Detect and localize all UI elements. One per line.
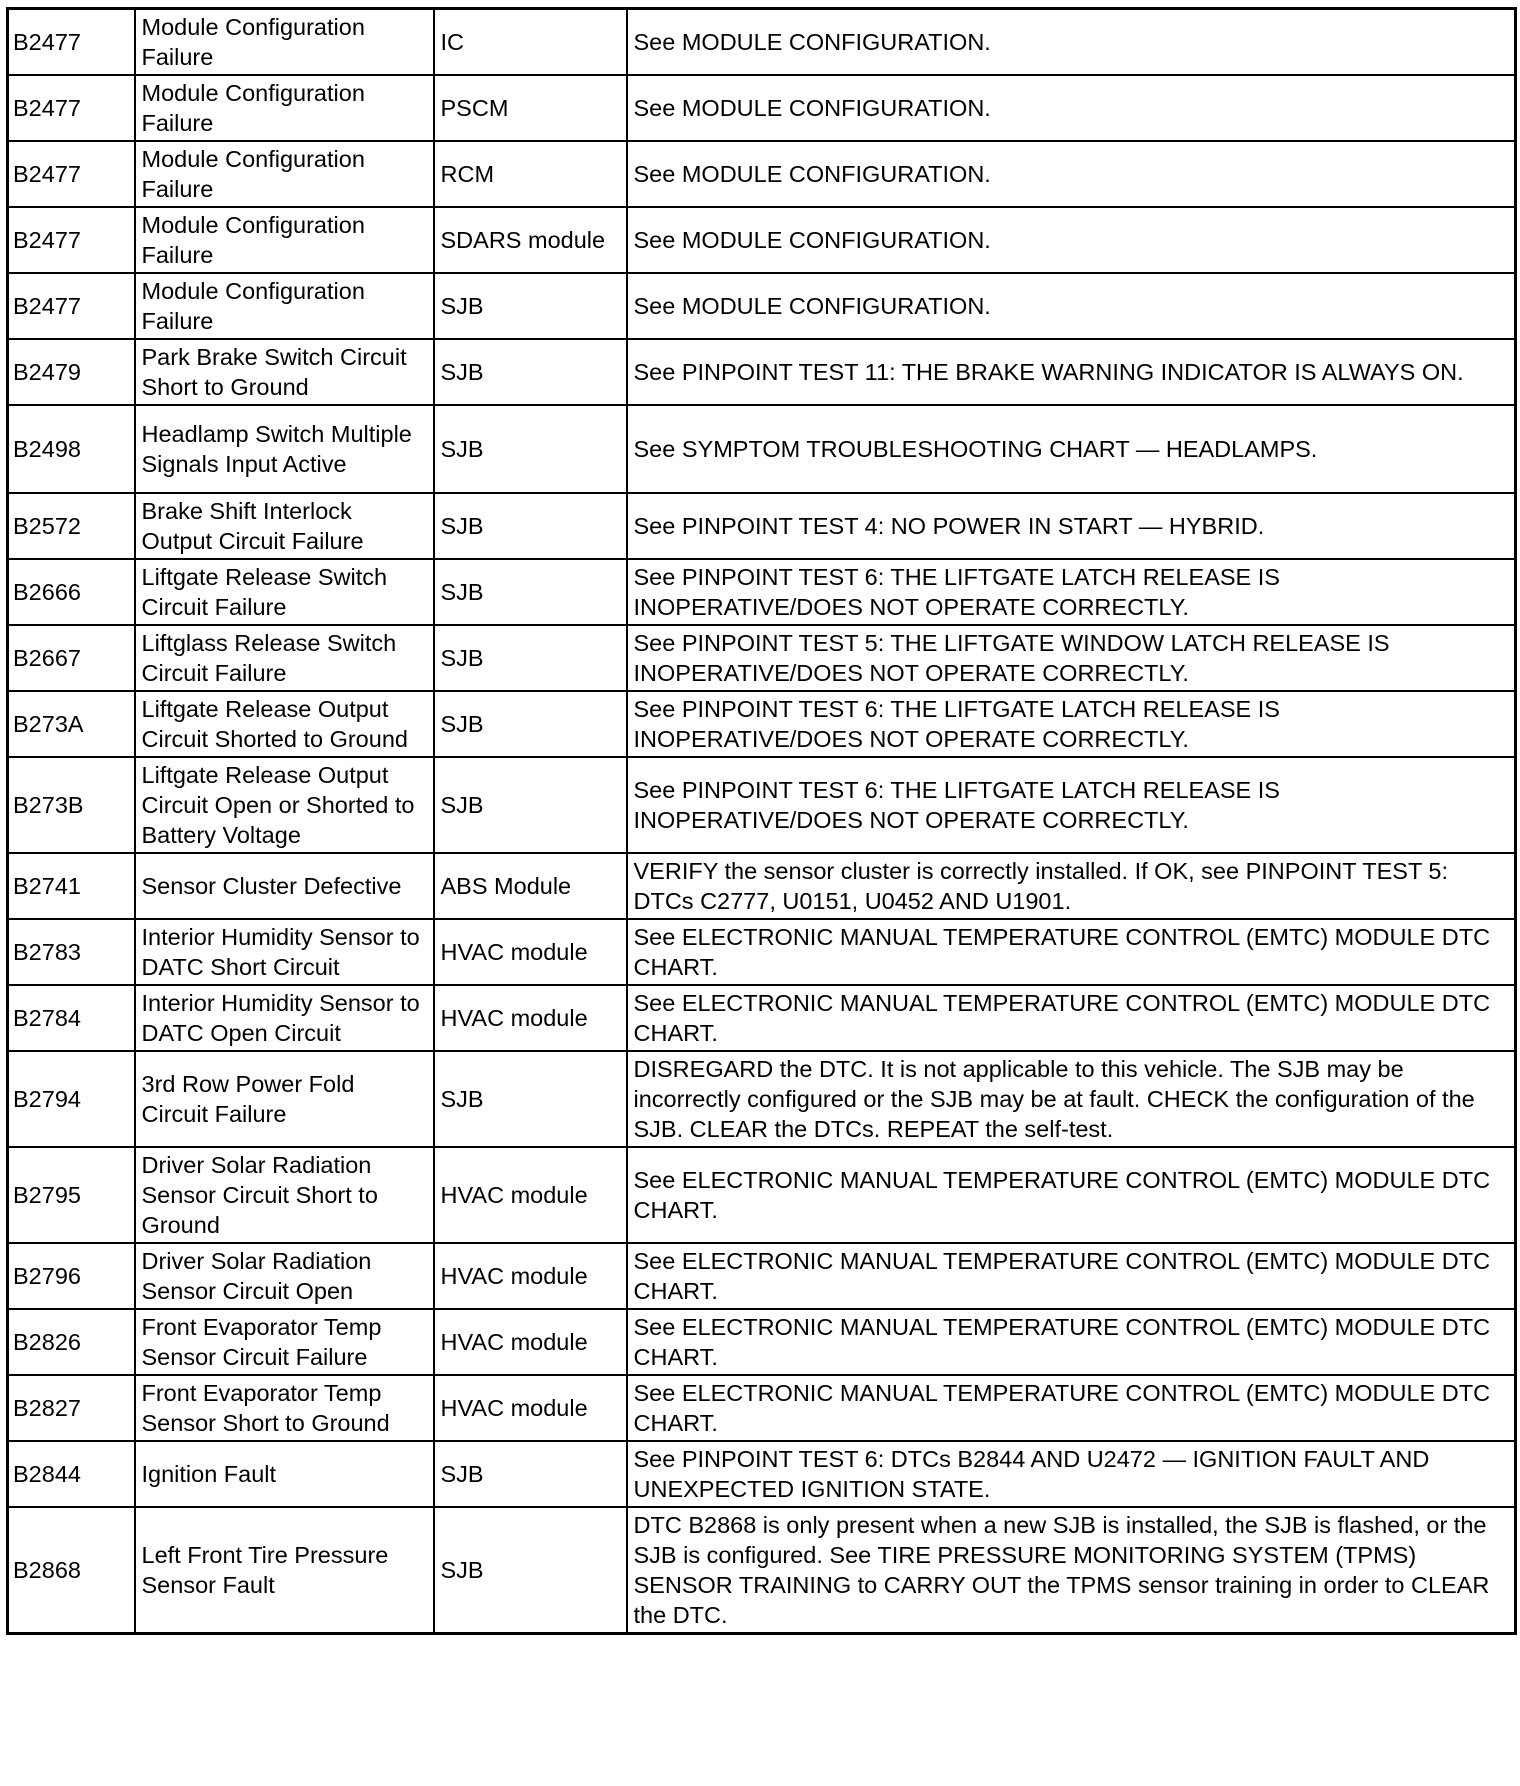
action-cell: See MODULE CONFIGURATION. [627,75,1516,141]
dtc-code-cell: B2796 [8,1243,135,1309]
dtc-description-cell: Liftgate Release Output Circuit Shorted to Ground [135,691,434,757]
dtc-code-cell: B2477 [8,273,135,339]
table-row [8,273,1516,339]
module-cell: SJB [434,339,627,405]
dtc-code-cell: B2666 [8,559,135,625]
table-row [8,75,1516,141]
dtc-table-page [6,7,1514,1635]
dtc-description-cell: Sensor Cluster Defective [135,853,434,919]
module-cell: SJB [434,691,627,757]
table-row [8,1507,1516,1634]
action-cell: DTC B2868 is only present when a new SJB is installed, the SJB is flashed, or the SJB is configured. See TIRE PRESSURE MONITORING SYSTEM (TPMS) SENSOR TRAINING to CARRY OUT the TPMS sensor training in order to CLEAR the DTC. [627,1507,1516,1634]
dtc-code-cell: B2479 [8,339,135,405]
dtc-description-cell: Module Configuration Failure [135,141,434,207]
action-cell: See MODULE CONFIGURATION. [627,141,1516,207]
dtc-code-cell: B2667 [8,625,135,691]
dtc-code-cell: B2477 [8,207,135,273]
table-row [8,1051,1516,1147]
table-row [8,493,1516,559]
module-cell: SJB [434,757,627,853]
table-row [8,141,1516,207]
dtc-table [6,7,1517,1635]
table-row [8,405,1516,493]
dtc-code-cell: B2477 [8,9,135,76]
module-cell: HVAC module [434,1147,627,1243]
dtc-description-cell: Liftgate Release Switch Circuit Failure [135,559,434,625]
dtc-description-cell: Interior Humidity Sensor to DATC Short Circuit [135,919,434,985]
dtc-description-cell: Module Configuration Failure [135,75,434,141]
dtc-code-cell: B2844 [8,1441,135,1507]
action-cell: See ELECTRONIC MANUAL TEMPERATURE CONTROL (EMTC) MODULE DTC CHART. [627,1375,1516,1441]
dtc-description-cell: Left Front Tire Pressure Sensor Fault [135,1507,434,1634]
module-cell: IC [434,9,627,76]
dtc-table-body [8,9,1516,1634]
dtc-description-cell: Module Configuration Failure [135,273,434,339]
action-cell: See MODULE CONFIGURATION. [627,273,1516,339]
module-cell: SJB [434,1507,627,1634]
table-row [8,757,1516,853]
table-row [8,9,1516,76]
module-cell: SJB [434,1441,627,1507]
dtc-code-cell: B2783 [8,919,135,985]
action-cell: See ELECTRONIC MANUAL TEMPERATURE CONTROL (EMTC) MODULE DTC CHART. [627,985,1516,1051]
table-row [8,985,1516,1051]
action-cell: See ELECTRONIC MANUAL TEMPERATURE CONTROL (EMTC) MODULE DTC CHART. [627,1243,1516,1309]
dtc-code-cell: B2868 [8,1507,135,1634]
action-cell: See PINPOINT TEST 4: NO POWER IN START — HYBRID. [627,493,1516,559]
module-cell: SJB [434,625,627,691]
action-cell: See ELECTRONIC MANUAL TEMPERATURE CONTROL (EMTC) MODULE DTC CHART. [627,1309,1516,1375]
table-row [8,1309,1516,1375]
dtc-description-cell: Front Evaporator Temp Sensor Short to Ground [135,1375,434,1441]
action-cell: See MODULE CONFIGURATION. [627,207,1516,273]
table-row [8,1441,1516,1507]
module-cell: HVAC module [434,1309,627,1375]
dtc-description-cell: 3rd Row Power Fold Circuit Failure [135,1051,434,1147]
module-cell: SJB [434,273,627,339]
module-cell: HVAC module [434,919,627,985]
table-row [8,207,1516,273]
dtc-description-cell: Liftglass Release Switch Circuit Failure [135,625,434,691]
action-cell: See PINPOINT TEST 6: THE LIFTGATE LATCH RELEASE IS INOPERATIVE/DOES NOT OPERATE CORRECTLY. [627,559,1516,625]
module-cell: ABS Module [434,853,627,919]
dtc-code-cell: B2572 [8,493,135,559]
dtc-description-cell: Headlamp Switch Multiple Signals Input Active [135,405,434,493]
action-cell: See MODULE CONFIGURATION. [627,9,1516,76]
dtc-description-cell: Liftgate Release Output Circuit Open or Shorted to Battery Voltage [135,757,434,853]
dtc-description-cell: Park Brake Switch Circuit Short to Ground [135,339,434,405]
action-cell: See PINPOINT TEST 11: THE BRAKE WARNING INDICATOR IS ALWAYS ON. [627,339,1516,405]
dtc-code-cell: B2498 [8,405,135,493]
module-cell: RCM [434,141,627,207]
table-row [8,1375,1516,1441]
module-cell: SJB [434,405,627,493]
dtc-description-cell: Module Configuration Failure [135,9,434,76]
dtc-description-cell: Driver Solar Radiation Sensor Circuit Short to Ground [135,1147,434,1243]
module-cell: SDARS module [434,207,627,273]
table-row [8,919,1516,985]
module-cell: HVAC module [434,1243,627,1309]
action-cell: VERIFY the sensor cluster is correctly installed. If OK, see PINPOINT TEST 5: DTCs C2777, U0151, U0452 AND U1901. [627,853,1516,919]
dtc-code-cell: B2827 [8,1375,135,1441]
module-cell: HVAC module [434,1375,627,1441]
dtc-code-cell: B2795 [8,1147,135,1243]
action-cell: See PINPOINT TEST 6: THE LIFTGATE LATCH RELEASE IS INOPERATIVE/DOES NOT OPERATE CORRECTLY. [627,691,1516,757]
module-cell: SJB [434,493,627,559]
dtc-code-cell: B2784 [8,985,135,1051]
dtc-description-cell: Ignition Fault [135,1441,434,1507]
action-cell: See ELECTRONIC MANUAL TEMPERATURE CONTROL (EMTC) MODULE DTC CHART. [627,919,1516,985]
table-row [8,1243,1516,1309]
dtc-code-cell: B2477 [8,75,135,141]
dtc-code-cell: B273A [8,691,135,757]
table-row [8,625,1516,691]
dtc-description-cell: Brake Shift Interlock Output Circuit Failure [135,493,434,559]
table-row [8,559,1516,625]
action-cell: See PINPOINT TEST 6: THE LIFTGATE LATCH RELEASE IS INOPERATIVE/DOES NOT OPERATE CORRECTLY. [627,757,1516,853]
dtc-code-cell: B2826 [8,1309,135,1375]
action-cell: DISREGARD the DTC. It is not applicable to this vehicle. The SJB may be incorrectly configured or the SJB may be at fault. CHECK the configuration of the SJB. CLEAR the DTCs. REPEAT the self-test. [627,1051,1516,1147]
dtc-description-cell: Front Evaporator Temp Sensor Circuit Failure [135,1309,434,1375]
dtc-code-cell: B2741 [8,853,135,919]
action-cell: See PINPOINT TEST 6: DTCs B2844 AND U2472 — IGNITION FAULT AND UNEXPECTED IGNITION STATE. [627,1441,1516,1507]
action-cell: See PINPOINT TEST 5: THE LIFTGATE WINDOW LATCH RELEASE IS INOPERATIVE/DOES NOT OPERATE CORRECTLY. [627,625,1516,691]
dtc-code-cell: B2477 [8,141,135,207]
dtc-description-cell: Driver Solar Radiation Sensor Circuit Open [135,1243,434,1309]
table-row [8,853,1516,919]
module-cell: SJB [434,1051,627,1147]
dtc-description-cell: Module Configuration Failure [135,207,434,273]
module-cell: HVAC module [434,985,627,1051]
action-cell: See ELECTRONIC MANUAL TEMPERATURE CONTROL (EMTC) MODULE DTC CHART. [627,1147,1516,1243]
module-cell: SJB [434,559,627,625]
table-row [8,1147,1516,1243]
dtc-description-cell: Interior Humidity Sensor to DATC Open Circuit [135,985,434,1051]
dtc-code-cell: B273B [8,757,135,853]
dtc-code-cell: B2794 [8,1051,135,1147]
action-cell: See SYMPTOM TROUBLESHOOTING CHART — HEADLAMPS. [627,405,1516,493]
table-row [8,691,1516,757]
module-cell: PSCM [434,75,627,141]
table-row [8,339,1516,405]
